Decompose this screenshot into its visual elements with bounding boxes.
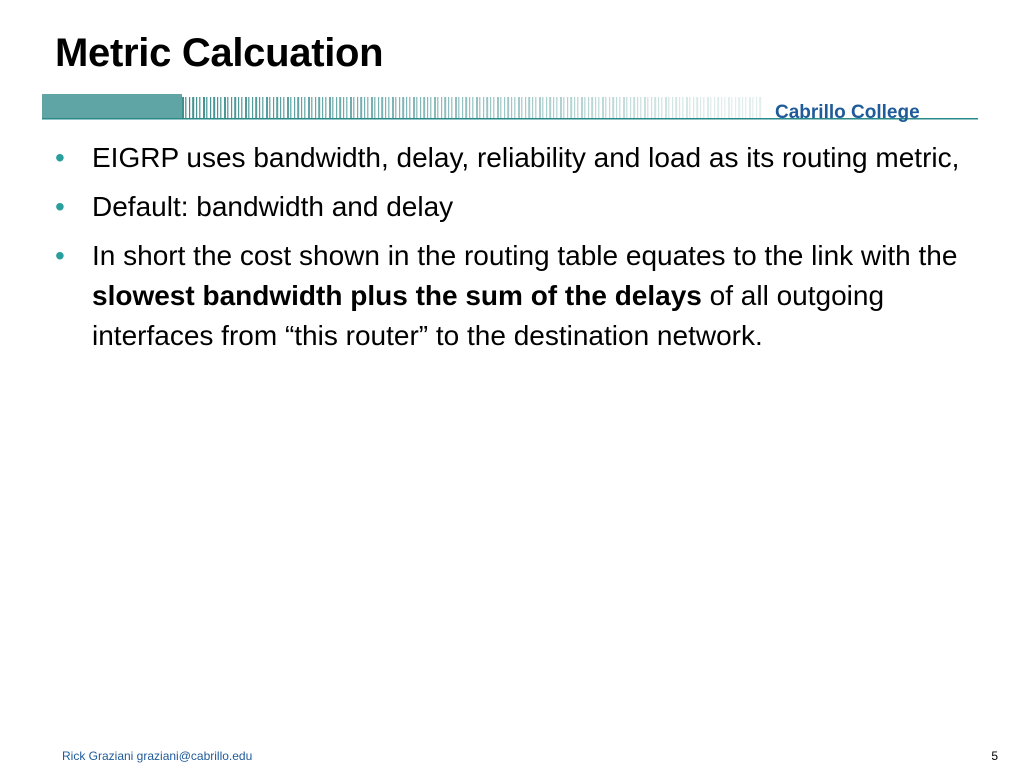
band-bar — [630, 97, 631, 118]
band-bar — [623, 97, 625, 118]
band-bar — [308, 97, 310, 118]
band-bar — [581, 97, 583, 118]
band-bar — [220, 97, 221, 118]
band-bar — [528, 97, 530, 118]
band-bar — [210, 97, 211, 118]
band-bar — [738, 97, 740, 118]
band-bar — [357, 97, 358, 118]
band-bar — [213, 97, 215, 118]
band-bar — [224, 97, 226, 118]
slide-title: Metric Calcuation — [55, 31, 384, 75]
band-bar — [661, 97, 662, 118]
band-bar — [280, 97, 281, 118]
band-bar — [283, 97, 284, 118]
bullet-icon: • — [55, 142, 65, 173]
band-bar — [364, 97, 365, 118]
band-bar — [423, 97, 425, 118]
band-bar — [455, 97, 457, 118]
band-bar — [556, 97, 557, 118]
band-bar — [756, 97, 757, 118]
band-bar — [703, 97, 704, 118]
band-bar — [227, 97, 228, 118]
bullet-text: Default: bandwidth and delay — [92, 191, 454, 222]
band-bar — [521, 97, 522, 118]
band-bar — [588, 97, 589, 118]
band-bar — [273, 97, 274, 118]
band-bar — [735, 97, 736, 118]
band-bar — [462, 97, 463, 118]
bullet-item — [55, 138, 985, 178]
band-bar — [654, 97, 656, 118]
band-bar — [381, 97, 383, 118]
band-bar — [343, 97, 344, 118]
band-bar — [378, 97, 379, 118]
bullet-icon: • — [55, 191, 65, 222]
band-bar — [584, 97, 585, 118]
band-bar — [437, 97, 438, 118]
band-bar — [518, 97, 520, 118]
band-bar — [252, 97, 253, 118]
band-bar — [752, 97, 753, 118]
band-bar — [297, 97, 299, 118]
band-bar — [633, 97, 635, 118]
band-bar — [413, 97, 415, 118]
band-bar — [745, 97, 746, 118]
band-bar — [434, 97, 436, 118]
band-bar — [546, 97, 547, 118]
band-bar — [511, 97, 512, 118]
band-bar — [304, 97, 305, 118]
band-bar — [427, 97, 428, 118]
band-bar — [182, 97, 184, 118]
band-bar — [605, 97, 606, 118]
band-bar — [514, 97, 515, 118]
band-bar — [420, 97, 421, 118]
band-bar — [644, 97, 646, 118]
brand-logo-text: Cabrillo College — [775, 102, 920, 123]
band-bar — [668, 97, 669, 118]
band-bar — [490, 97, 491, 118]
band-bar — [465, 97, 467, 118]
band-bar — [486, 97, 488, 118]
band-bar — [483, 97, 484, 118]
band-bar — [238, 97, 239, 118]
band-bar — [315, 97, 316, 118]
band-bar — [658, 97, 659, 118]
band-bar — [602, 97, 604, 118]
band-bar — [399, 97, 400, 118]
band-bar — [637, 97, 638, 118]
band-bar — [469, 97, 470, 118]
band-bar — [595, 97, 596, 118]
band-bar — [686, 97, 688, 118]
band-solid-block — [42, 94, 182, 118]
footer-author-email: Rick Graziani graziani@cabrillo.edu — [62, 749, 253, 763]
band-bar — [406, 97, 407, 118]
band-bar — [567, 97, 568, 118]
band-bar — [353, 97, 354, 118]
band-bar — [385, 97, 386, 118]
band-bar — [192, 97, 194, 118]
band-bar — [262, 97, 263, 118]
band-bar — [189, 97, 190, 118]
bullet-icon: • — [55, 240, 65, 271]
band-bar — [185, 97, 186, 118]
band-bar — [563, 97, 564, 118]
band-bar — [672, 97, 673, 118]
band-bar — [430, 97, 431, 118]
band-bar — [287, 97, 289, 118]
band-bar — [290, 97, 291, 118]
band-bar — [535, 97, 536, 118]
band-bar — [577, 97, 578, 118]
band-bar — [616, 97, 617, 118]
band-bar — [679, 97, 680, 118]
band-bar — [325, 97, 326, 118]
band-bar — [294, 97, 295, 118]
band-bar — [339, 97, 341, 118]
band-bar — [717, 97, 719, 118]
band-bar — [549, 97, 551, 118]
band-bar — [710, 97, 711, 118]
band-bar — [388, 97, 389, 118]
band-bar — [707, 97, 709, 118]
band-bar — [693, 97, 694, 118]
band-bar — [714, 97, 715, 118]
band-bar — [416, 97, 417, 118]
band-bar — [742, 97, 743, 118]
band-bar — [203, 97, 205, 118]
band-bar — [444, 97, 446, 118]
band-bar — [542, 97, 543, 118]
band-bar — [332, 97, 333, 118]
band-bar — [234, 97, 236, 118]
band-bar — [507, 97, 509, 118]
band-bar — [539, 97, 541, 118]
band-bar — [570, 97, 572, 118]
band-bar — [241, 97, 242, 118]
band-bar — [497, 97, 499, 118]
band-bar — [532, 97, 533, 118]
band-bar — [336, 97, 337, 118]
band-bar — [682, 97, 683, 118]
band-bar — [441, 97, 442, 118]
band-bar — [458, 97, 459, 118]
band-bar — [311, 97, 312, 118]
band-bar — [374, 97, 375, 118]
band-bar — [553, 97, 554, 118]
band-bar — [322, 97, 323, 118]
band-bar — [500, 97, 501, 118]
band-bar — [574, 97, 575, 118]
band-bar — [612, 97, 614, 118]
band-bars — [182, 97, 761, 118]
band-bar — [591, 97, 593, 118]
band-bar — [350, 97, 352, 118]
band-bar — [728, 97, 730, 118]
band-bar — [451, 97, 452, 118]
band-bar — [665, 97, 667, 118]
bullet-text: EIGRP uses bandwidth, delay, reliability and load as its routing metric, — [92, 142, 960, 173]
band-bar — [759, 97, 761, 118]
band-bar — [259, 97, 260, 118]
band-bar — [731, 97, 732, 118]
band-bar — [476, 97, 478, 118]
band-bar — [371, 97, 373, 118]
band-bar — [689, 97, 690, 118]
band-bar — [749, 97, 751, 118]
bullet-item — [55, 236, 985, 356]
band-bar — [479, 97, 480, 118]
bullet-item — [55, 187, 985, 227]
band-bar — [392, 97, 394, 118]
band-bar — [196, 97, 197, 118]
page-number: 5 — [991, 749, 998, 763]
band-bar — [609, 97, 610, 118]
bullet-text: In short the cost shown in the routing table equates to the link with the slowest bandwidth plus the sum of the delays of all outgoing interfaces from “this router” to the destination network. — [92, 240, 958, 351]
band-bar — [245, 97, 247, 118]
band-bar — [504, 97, 505, 118]
band-bar — [269, 97, 270, 118]
band-bar — [696, 97, 698, 118]
band-bar — [640, 97, 641, 118]
band-bar — [721, 97, 722, 118]
band-bar — [651, 97, 652, 118]
band-bar — [472, 97, 473, 118]
band-bar — [255, 97, 257, 118]
bullet-list — [55, 138, 985, 365]
band-bar — [231, 97, 232, 118]
band-bar — [448, 97, 449, 118]
band-bar — [266, 97, 268, 118]
band-bar — [329, 97, 331, 118]
band-bar — [493, 97, 494, 118]
band-bar — [560, 97, 562, 118]
band-bar — [199, 97, 200, 118]
band-bar — [367, 97, 368, 118]
band-bar — [619, 97, 620, 118]
band-bar — [318, 97, 320, 118]
band-bar — [675, 97, 677, 118]
band-bar — [724, 97, 725, 118]
band-bar — [217, 97, 218, 118]
band-bar — [346, 97, 347, 118]
band-bar — [409, 97, 410, 118]
band-bar — [402, 97, 404, 118]
band-bar — [700, 97, 701, 118]
band-bar — [626, 97, 627, 118]
band-bar — [395, 97, 396, 118]
band-bar — [206, 97, 207, 118]
band-bar — [248, 97, 249, 118]
band-bar — [360, 97, 362, 118]
bullet-emphasis: slowest bandwidth plus the sum of the delays — [92, 280, 702, 311]
band-bar — [276, 97, 278, 118]
band-bar — [525, 97, 526, 118]
band-bar — [301, 97, 302, 118]
band-bar — [647, 97, 648, 118]
band-bar — [598, 97, 599, 118]
